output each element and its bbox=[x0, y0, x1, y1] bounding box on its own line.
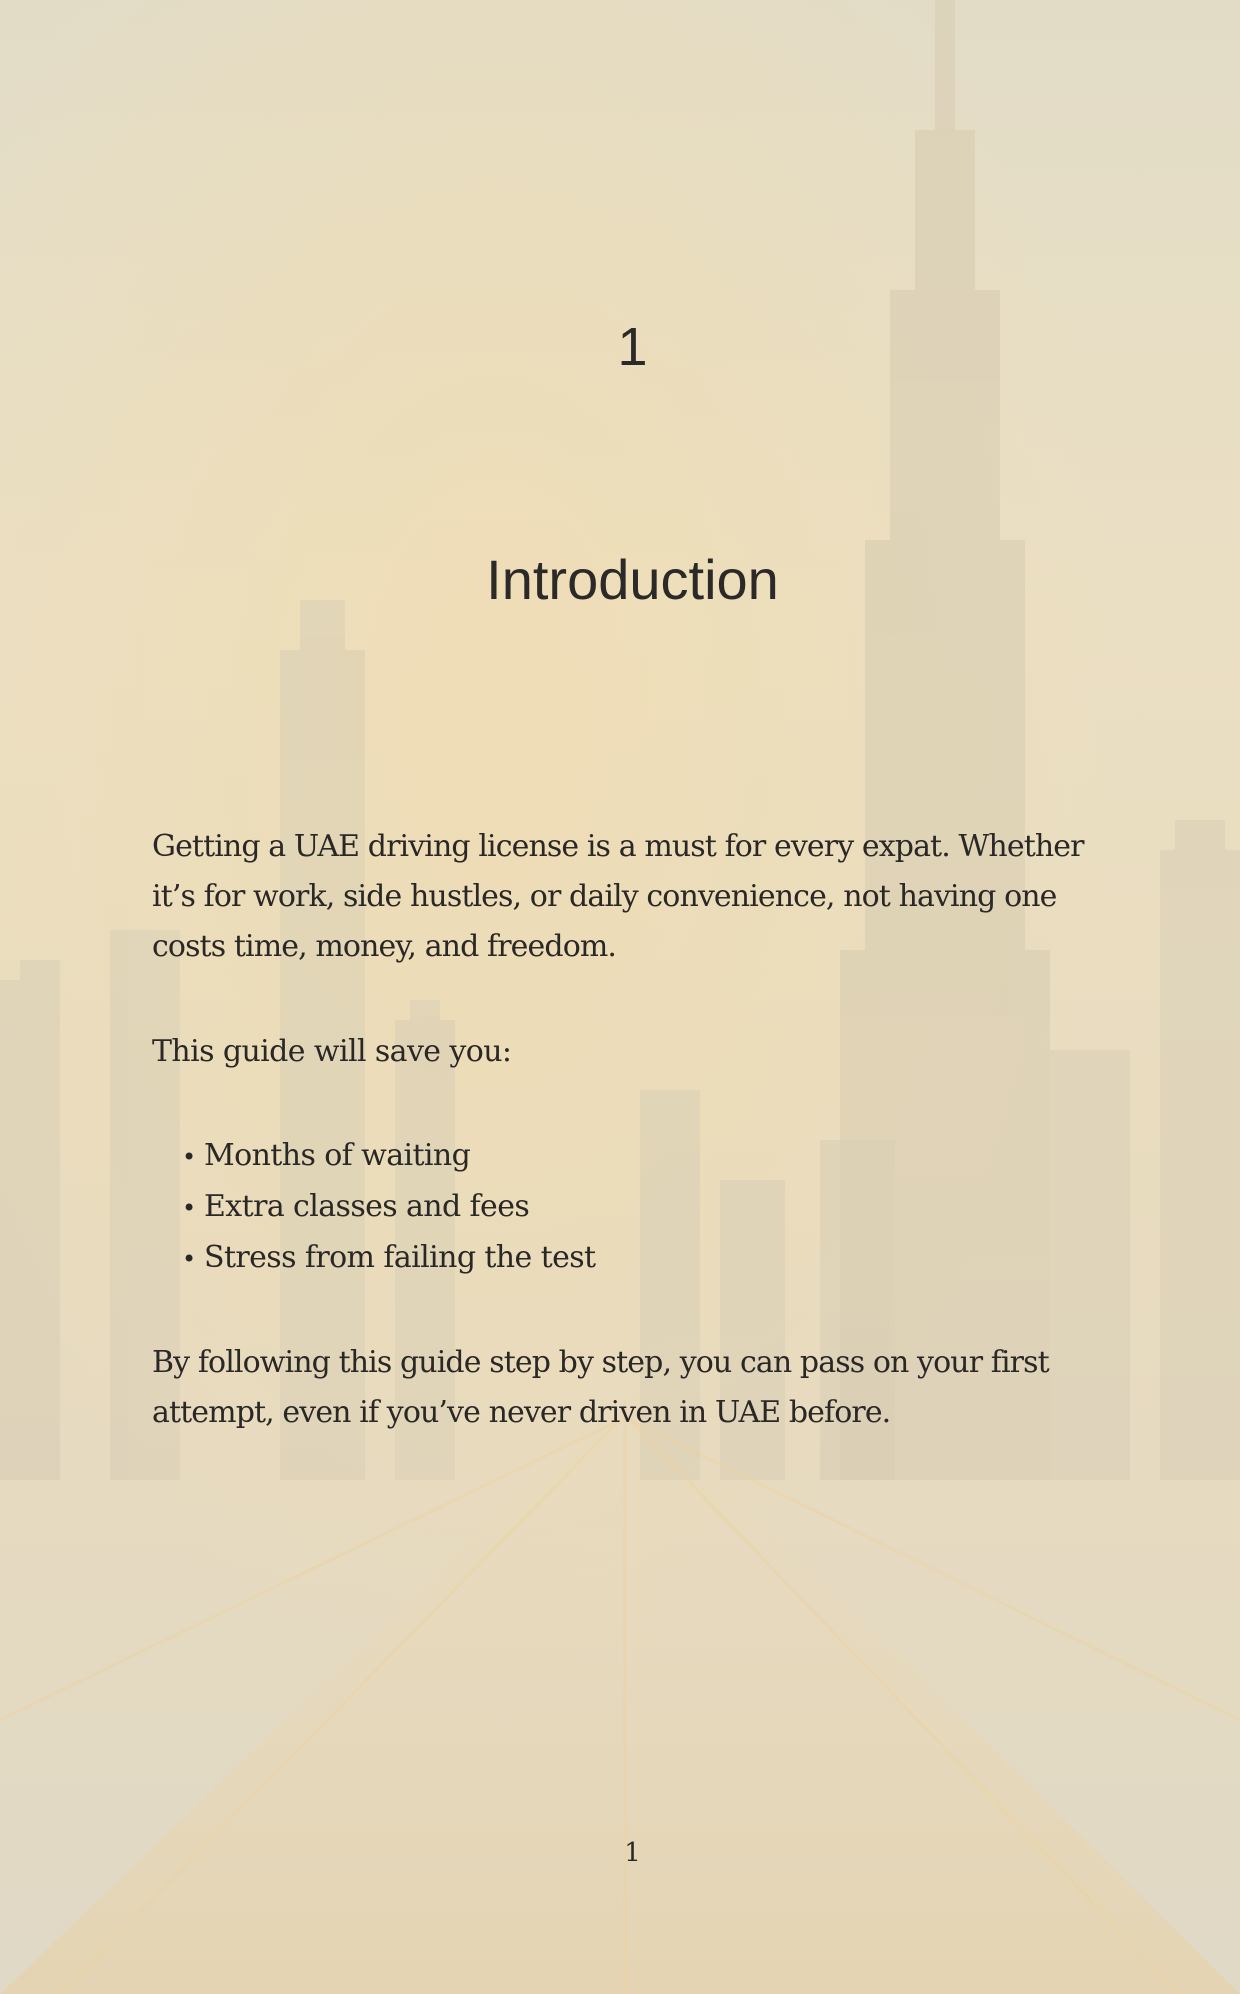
chapter-number: 1 bbox=[617, 317, 648, 377]
closing-paragraph: By following this guide step by step, you can pass on your first attempt, even if you’ve never driven in UAE before. bbox=[152, 1345, 1049, 1430]
bullet-marker: • bbox=[182, 1245, 196, 1273]
list-item-text: Stress from failing the test bbox=[204, 1240, 596, 1275]
bullet-marker: • bbox=[182, 1194, 196, 1222]
bullet-marker: • bbox=[182, 1143, 196, 1171]
list-item-text: Months of waiting bbox=[204, 1138, 471, 1173]
list-item bbox=[182, 1182, 1082, 1233]
list-item bbox=[182, 1233, 1082, 1284]
list-item bbox=[182, 1131, 1082, 1182]
intro-paragraph: Getting a UAE driving license is a must for every expat. Whether it’s for work, side hustles, or daily convenience, not having one costs time, money, and freedom. bbox=[152, 829, 1084, 964]
chapter-title: Introduction bbox=[486, 548, 779, 611]
savings-bullet-list bbox=[182, 1131, 1082, 1284]
list-item-text: Extra classes and fees bbox=[204, 1189, 530, 1224]
page-number: 1 bbox=[624, 1838, 641, 1868]
guide-saves-paragraph: This guide will save you: bbox=[152, 1034, 512, 1069]
